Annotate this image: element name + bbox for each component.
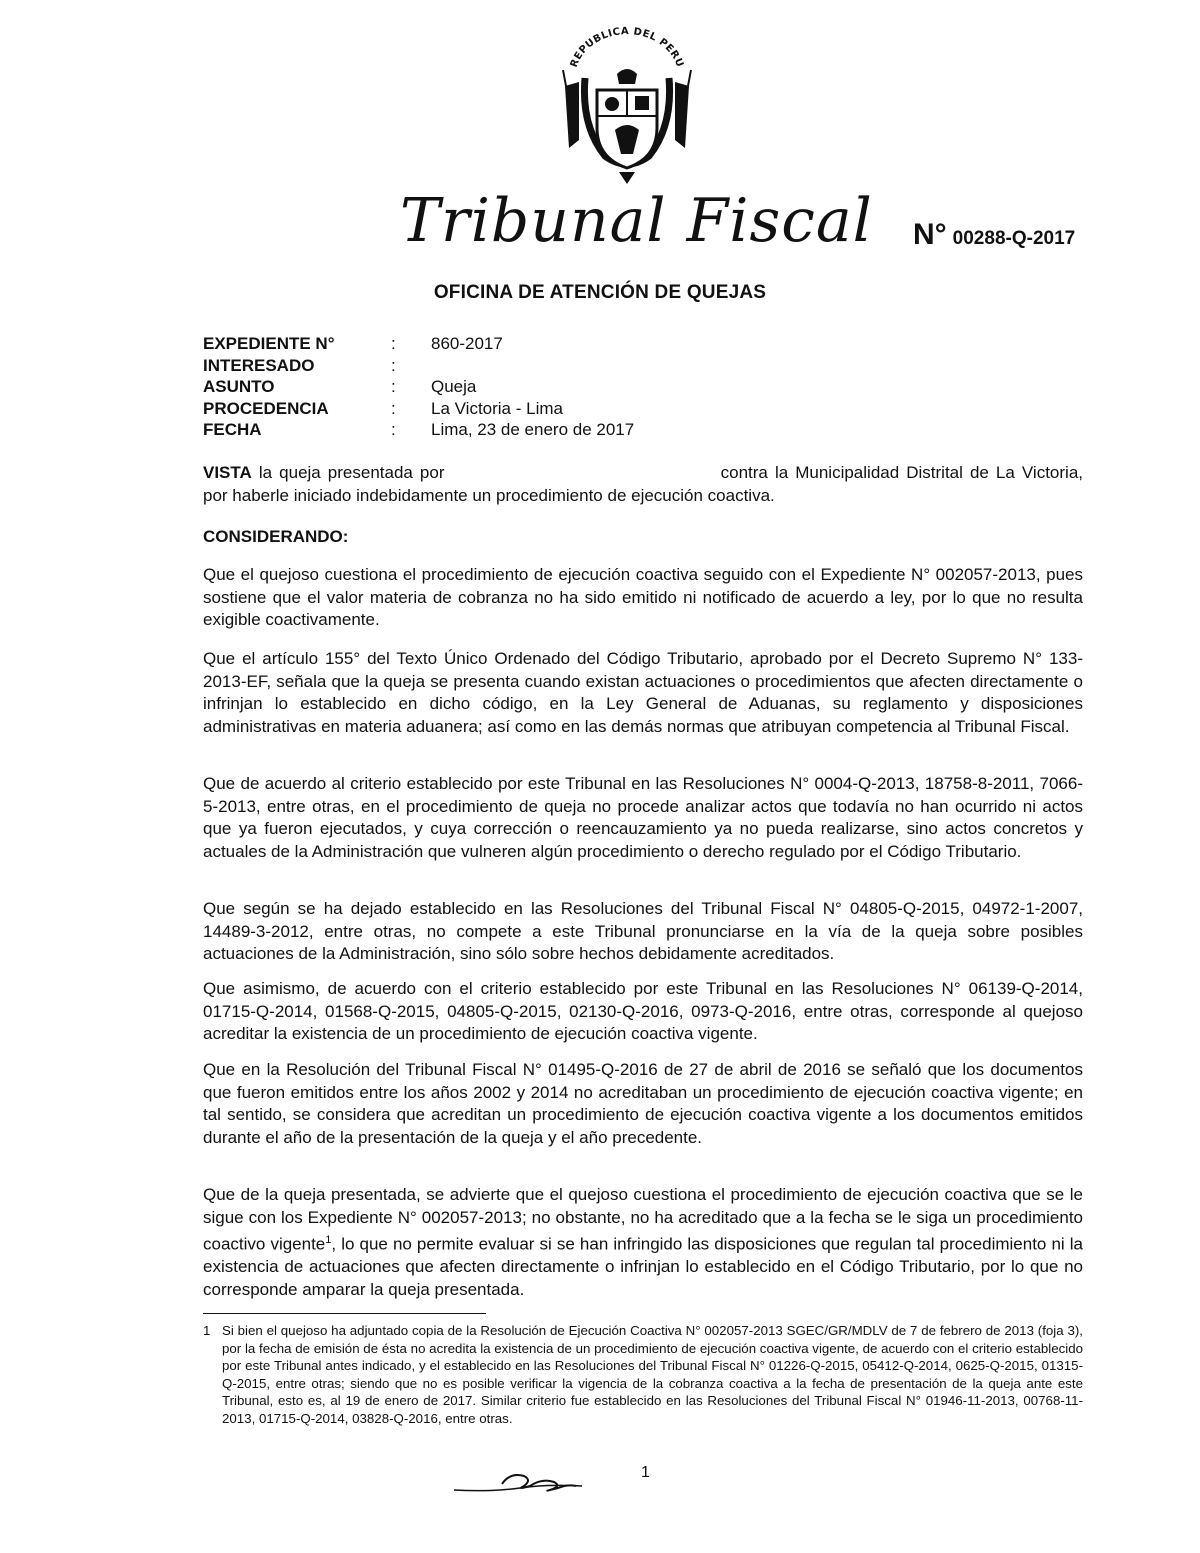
- footnote: [203, 1322, 1083, 1427]
- header-value: Lima, 23 de enero de 2017: [431, 420, 635, 440]
- final-text-before: Que de la queja presentada, se advierte que el quejoso cuestiona el procedimiento de ejecución coactiva que se le sigue con los Expediente N° 002057-2013; no obstante, no ha acreditado que a la fecha se le siga un procedimiento coactivo vigente: [203, 1185, 1083, 1254]
- seal-text: REPUBLICA DEL PERU: [568, 25, 686, 70]
- paragraph: Que el quejoso cuestiona el procedimiento de ejecución coactiva seguido con el Expediente N° 002057-2013, pues sostiene que el valor materia de cobranza no ha sido emitido ni notificado de acuerdo a ley, por lo que no resulta exigible coactivamente.: [203, 565, 1083, 629]
- vista-text-2: contra la Municipalidad Distrital de La Victoria, por haberle iniciado indebidamente un procedimiento de ejecución coactiva.: [203, 463, 1083, 505]
- header-row: [203, 377, 803, 399]
- resolution-number: [913, 218, 1075, 252]
- header-value: Queja: [431, 377, 477, 397]
- header-label: FECHA: [203, 420, 262, 440]
- header-row: [203, 399, 803, 421]
- vista-text-1: la queja presentada por: [258, 463, 445, 482]
- page-number: 1: [641, 1464, 650, 1481]
- header-row: [203, 356, 803, 378]
- paragraph: Que según se ha dejado establecido en las Resoluciones del Tribunal Fiscal N° 04805-Q-2015, 04972-1-2007, 14489-3-2012, entre otras, no compete a este Tribunal pronunciarse en la vía de la queja sobre posibles actuaciones de la Administración, sino sólo sobre hechos debidamente acreditados.: [203, 899, 1083, 963]
- header-label: EXPEDIENTE N°: [203, 334, 335, 353]
- header-label: INTERESADO: [203, 355, 315, 375]
- paragraph: Que el artículo 155° del Texto Único Ordenado del Código Tributario, aprobado por el Decreto Supremo N° 133-2013-EF, señala que la queja se presenta cuando existan actuaciones o procedimientos que afecten directamente o infrinjan lo establecido en dicho código, en la Ley General de Aduanas, su reglamento y disposiciones administrativas en materia aduanera; así como en las demás normas que atribuyan competencia al Tribunal Fiscal.: [203, 649, 1083, 736]
- paragraph: Que asimismo, de acuerdo con el criterio establecido por este Tribunal en las Resoluciones N° 06139-Q-2014, 01715-Q-2014, 01568-Q-2015, 04805-Q-2015, 02130-Q-2016, 0973-Q-2016, entre otras, corresponde al quejoso acreditar la existencia de un procedimiento de ejecución coactiva vigente.: [203, 979, 1083, 1043]
- header-value: [431, 356, 803, 378]
- footnote-divider: [203, 1313, 486, 1314]
- final-text-after: , lo que no permite evaluar si se han infringido las disposiciones que regulan tal procedimiento ni la existencia de actuaciones que afecten directamente o infrinjan lo establecido en el Código Tributario, por lo que no corresponde amparar la queja presentada.: [203, 1234, 1084, 1299]
- vista-paragraph: [203, 462, 1083, 507]
- footnote-ref: 1: [325, 1234, 332, 1246]
- svg-text:REPUBLICA DEL PERU: [569, 26, 685, 69]
- coat-of-arms-seal: [557, 18, 697, 190]
- header-sep: :: [391, 420, 396, 440]
- header-value: La Victoria - Lima: [431, 398, 563, 418]
- header-row: [203, 334, 803, 356]
- header-row: [203, 420, 803, 442]
- office-title: OFICINA DE ATENCIÓN DE QUEJAS: [433, 282, 767, 303]
- case-header: [203, 334, 803, 442]
- paragraph-final: [203, 1184, 1083, 1301]
- header-value: 860-2017: [431, 334, 503, 353]
- header-label: PROCEDENCIA: [203, 398, 329, 418]
- tribunal-fiscal-logo: Tribunal Fiscal: [400, 186, 873, 256]
- header-sep: :: [391, 377, 396, 397]
- paragraph: Que en la Resolución del Tribunal Fiscal N° 01495-Q-2016 de 27 de abril de 2016 se señaló que los documentos que fueron emitidos entre los años 2002 y 2014 no acreditaban un procedimiento de ejecución coactiva vigente; en tal sentido, se considera que acreditan un procedimiento de ejecución coactiva vigente a los documentos emitidos durante el año de la presentación de la queja y el año precedente.: [203, 1060, 1083, 1147]
- paragraph: Que de acuerdo al criterio establecido por este Tribunal en las Resoluciones N° 0004-Q-2013, 18758-8-2011, 7066-5-2013, entre otras, en el procedimiento de queja no procede analizar actos que todavía no han ocurrido ni actos que ya fueron ejecutados, y cuya corrección o reencauzamiento ya no pueda realizarse, sino actos concretos y actuales de la Administración que vulneren algún procedimiento o derecho regulado por el Código Tributario.: [203, 774, 1083, 861]
- header-sep: :: [391, 398, 396, 418]
- footnote-marker: 1: [203, 1323, 211, 1338]
- header-label: ASUNTO: [203, 377, 275, 397]
- resolution-prefix: N°: [913, 218, 947, 251]
- header-sep: :: [391, 355, 396, 375]
- considerando-heading: CONSIDERANDO:: [203, 527, 349, 546]
- resolution-code: 00288-Q-2017: [952, 228, 1076, 249]
- footnote-text: Si bien el quejoso ha adjuntado copia de la Resolución de Ejecución Coactiva N° 002057-2013 SGEC/GR/MDLV de 7 de febrero de 2013 (foja 3), por la fecha de emisión de ésta no acredita la existencia de un procedimiento de ejecución coactiva vigente, de acuerdo con el criterio establecido por este Tribunal antes indicado, y el establecido en las Resoluciones del Tribunal Fiscal N° 01226-Q-2015, 05412-Q-2014, 0625-Q-2015, 01315-Q-2015, entre otras; siendo que no es posible verificar la vigencia de la cobranza coactiva a la fecha de presentación de la queja ante este Tribunal, esto es, al 19 de enero de 2017. Similar criterio fue establecido en las Resoluciones del Tribunal Fiscal N° 01946-11-2013, 00768-11-2013, 01715-Q-2014, 03828-Q-2016, entre otras.: [222, 1323, 1083, 1426]
- vista-lead: VISTA: [203, 463, 252, 482]
- header-sep: :: [391, 334, 396, 353]
- signature-initials: [450, 1462, 590, 1502]
